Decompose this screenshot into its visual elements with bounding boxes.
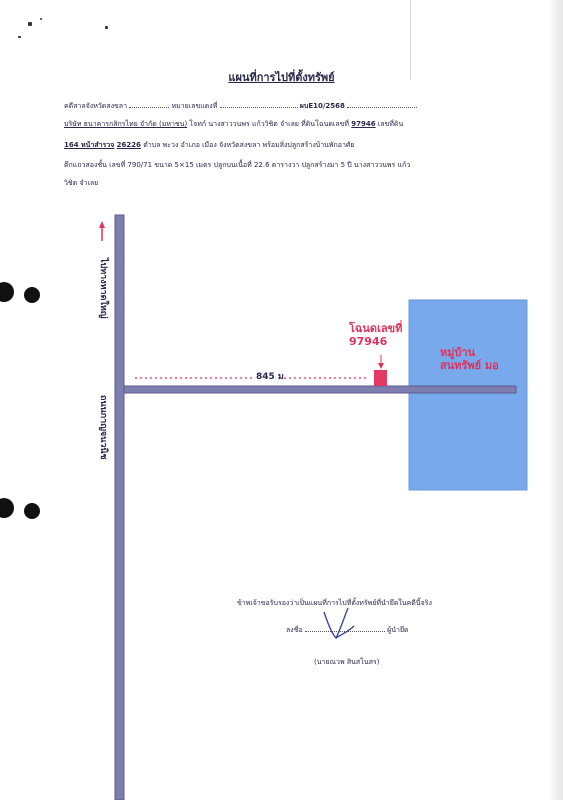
direction-arrow-icon — [99, 221, 105, 228]
distance-label: 845 ม — [256, 372, 284, 382]
defendant-text: วิชิต จำเลย — [64, 179, 99, 187]
side-road — [124, 386, 516, 393]
building-description: ตึกแถวสองชั้น เลขที่ 790/71 ขนาด 5×15 เมตร ปลูกบนเนื้อที่ 22.6 ตารางวา ปลูกสร้างมา 5 ปี นางสาววนพร แก้ว — [64, 161, 411, 169]
plaintiff-bank: บริษัท ธนาคารกสิกรไทย จำกัด (มหาชน) — [64, 120, 188, 128]
parties-text: โจทก์ นางสาววนพร แก้ววิชิต จำเลย ที่ดินโฉนดเลขที่ — [189, 120, 350, 128]
village-label-line1: หมู่บ้าน — [440, 346, 476, 359]
village-label-line2: สนทรัพย์ มอ — [440, 359, 499, 372]
deed-label-number: 97946 — [349, 335, 388, 348]
road-label-name: ถนนกาญจนวนิช — [98, 395, 108, 460]
deed-label — [349, 322, 402, 348]
deed-number-text: 97946 — [351, 120, 376, 128]
case-number: ผบE10/2568 — [299, 102, 345, 110]
red-case-label: หมายเลขแดงที่ — [171, 102, 218, 110]
document-title: แผนที่การไปที่ตั้งทรัพย์ — [228, 71, 335, 84]
land-no-label: เลขที่ดิน — [377, 120, 404, 128]
road-label-direction: ไปทางหาดใหญ่ — [98, 258, 108, 319]
survey-number: 26226 — [116, 141, 141, 149]
deed-label-text: โฉนดเลขที่ — [349, 322, 403, 335]
village-label — [440, 346, 499, 372]
sign-prefix: ลงชื่อ — [286, 626, 303, 634]
location-text: ตำบล พะวง อำเภอ เมือง จังหวัดสงขลา พร้อมสิ่งปลูกสร้างบ้านพักอาศัย — [143, 141, 355, 149]
court-label: คดีสาลจังหวัดสงขลา — [64, 102, 128, 110]
property-marker — [374, 370, 387, 386]
deed-pointer-arrow-icon — [378, 363, 384, 369]
land-number: 164 หน้าสำรวจ — [64, 141, 115, 149]
certification-statement: ข้าพเจ้าขอรับรองว่าเป็นแผนที่การไปที่ตั้งทรัพย์ที่นำยึดในคดีนี้จริง — [237, 599, 432, 607]
sign-suffix: ผู้นำยึด — [387, 626, 409, 634]
signature-mark — [318, 604, 358, 642]
main-road — [115, 215, 124, 800]
village-block — [409, 300, 527, 490]
signer-name: (นายณวพ สินสโนสร) — [314, 658, 380, 666]
